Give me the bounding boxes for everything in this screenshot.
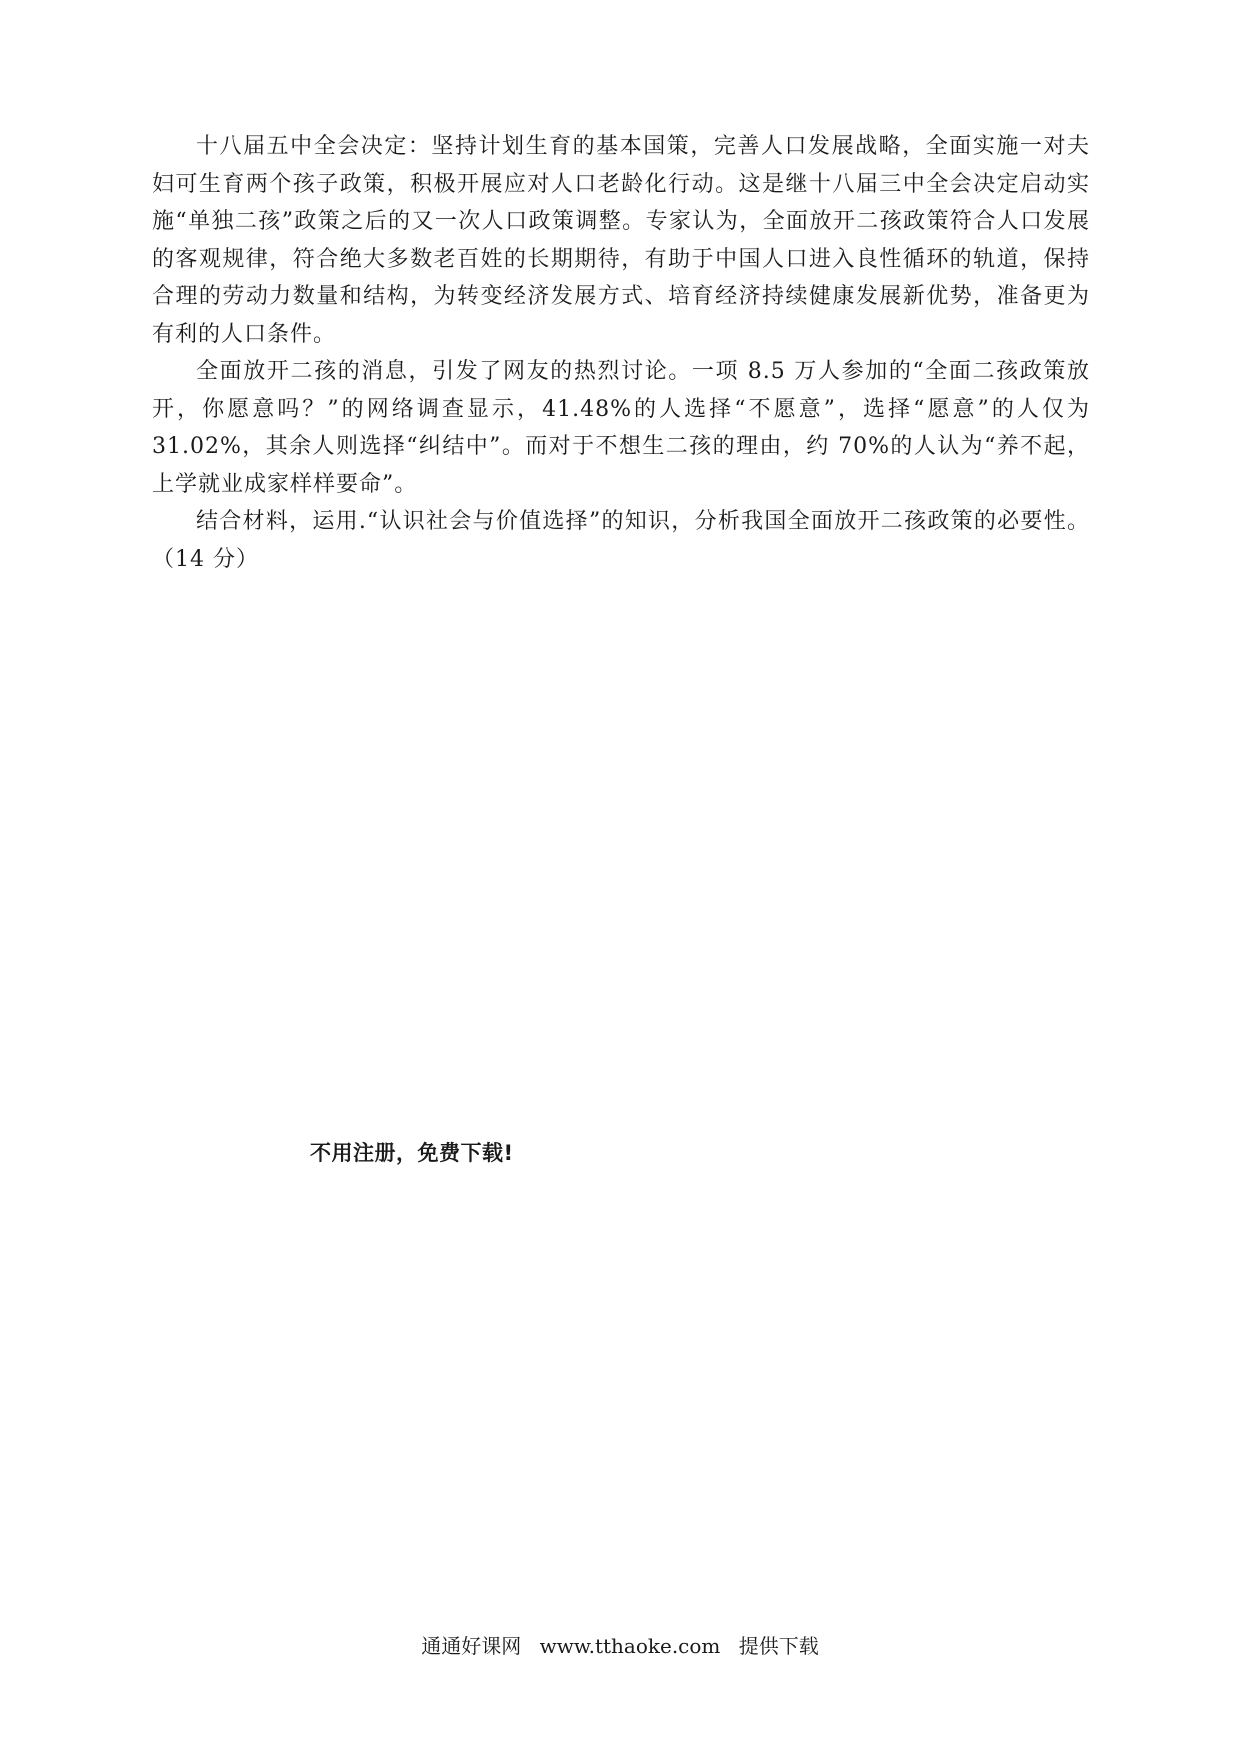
page-footer	[0, 1630, 1240, 1659]
material-paragraph-1: 十八届五中全会决定：坚持计划生育的基本国策，完善人口发展战略，全面实施一对夫妇可生育两个孩子政策，积极开展应对人口老龄化行动。这是继十八届三中全会决定启动实施“单独二孩”政策之后的又一次人口政策调整。专家认为，全面放开二孩政策符合人口发展的客观规律，符合绝大多数老百姓的长期期待，有助于中国人口进入良性循环的轨道，保持合理的劳动力数量和结构，为转变经济发展方式、培育经济持续健康发展新优势，准备更为有利的人口条件。	[152, 134, 1090, 347]
footer-suffix: 提供下载	[738, 1634, 819, 1658]
question-prompt: 结合材料，运用.“认识社会与价值选择”的知识，分析我国全面放开二孩政策的必要性。（14 分）	[152, 509, 1090, 572]
material-paragraph-2: 全面放开二孩的消息，引发了网友的热烈讨论。一项 8.5 万人参加的“全面二孩政策放开，你愿意吗？”的网络调查显示，41.48%的人选择“不愿意”，选择“愿意”的人仅为 31.02%，其余人则选择“纠结中”。而对于不想生二孩的理由，约 70%的人认为“养不起，上学就业成家样样要命”。	[152, 359, 1090, 497]
question-body	[152, 128, 1090, 578]
footer-site-name: 通通好课网	[421, 1634, 522, 1658]
download-notice: 不用注册，免费下载!	[310, 1141, 514, 1165]
footer-site-url[interactable]: www.tthaoke.com	[539, 1634, 721, 1658]
